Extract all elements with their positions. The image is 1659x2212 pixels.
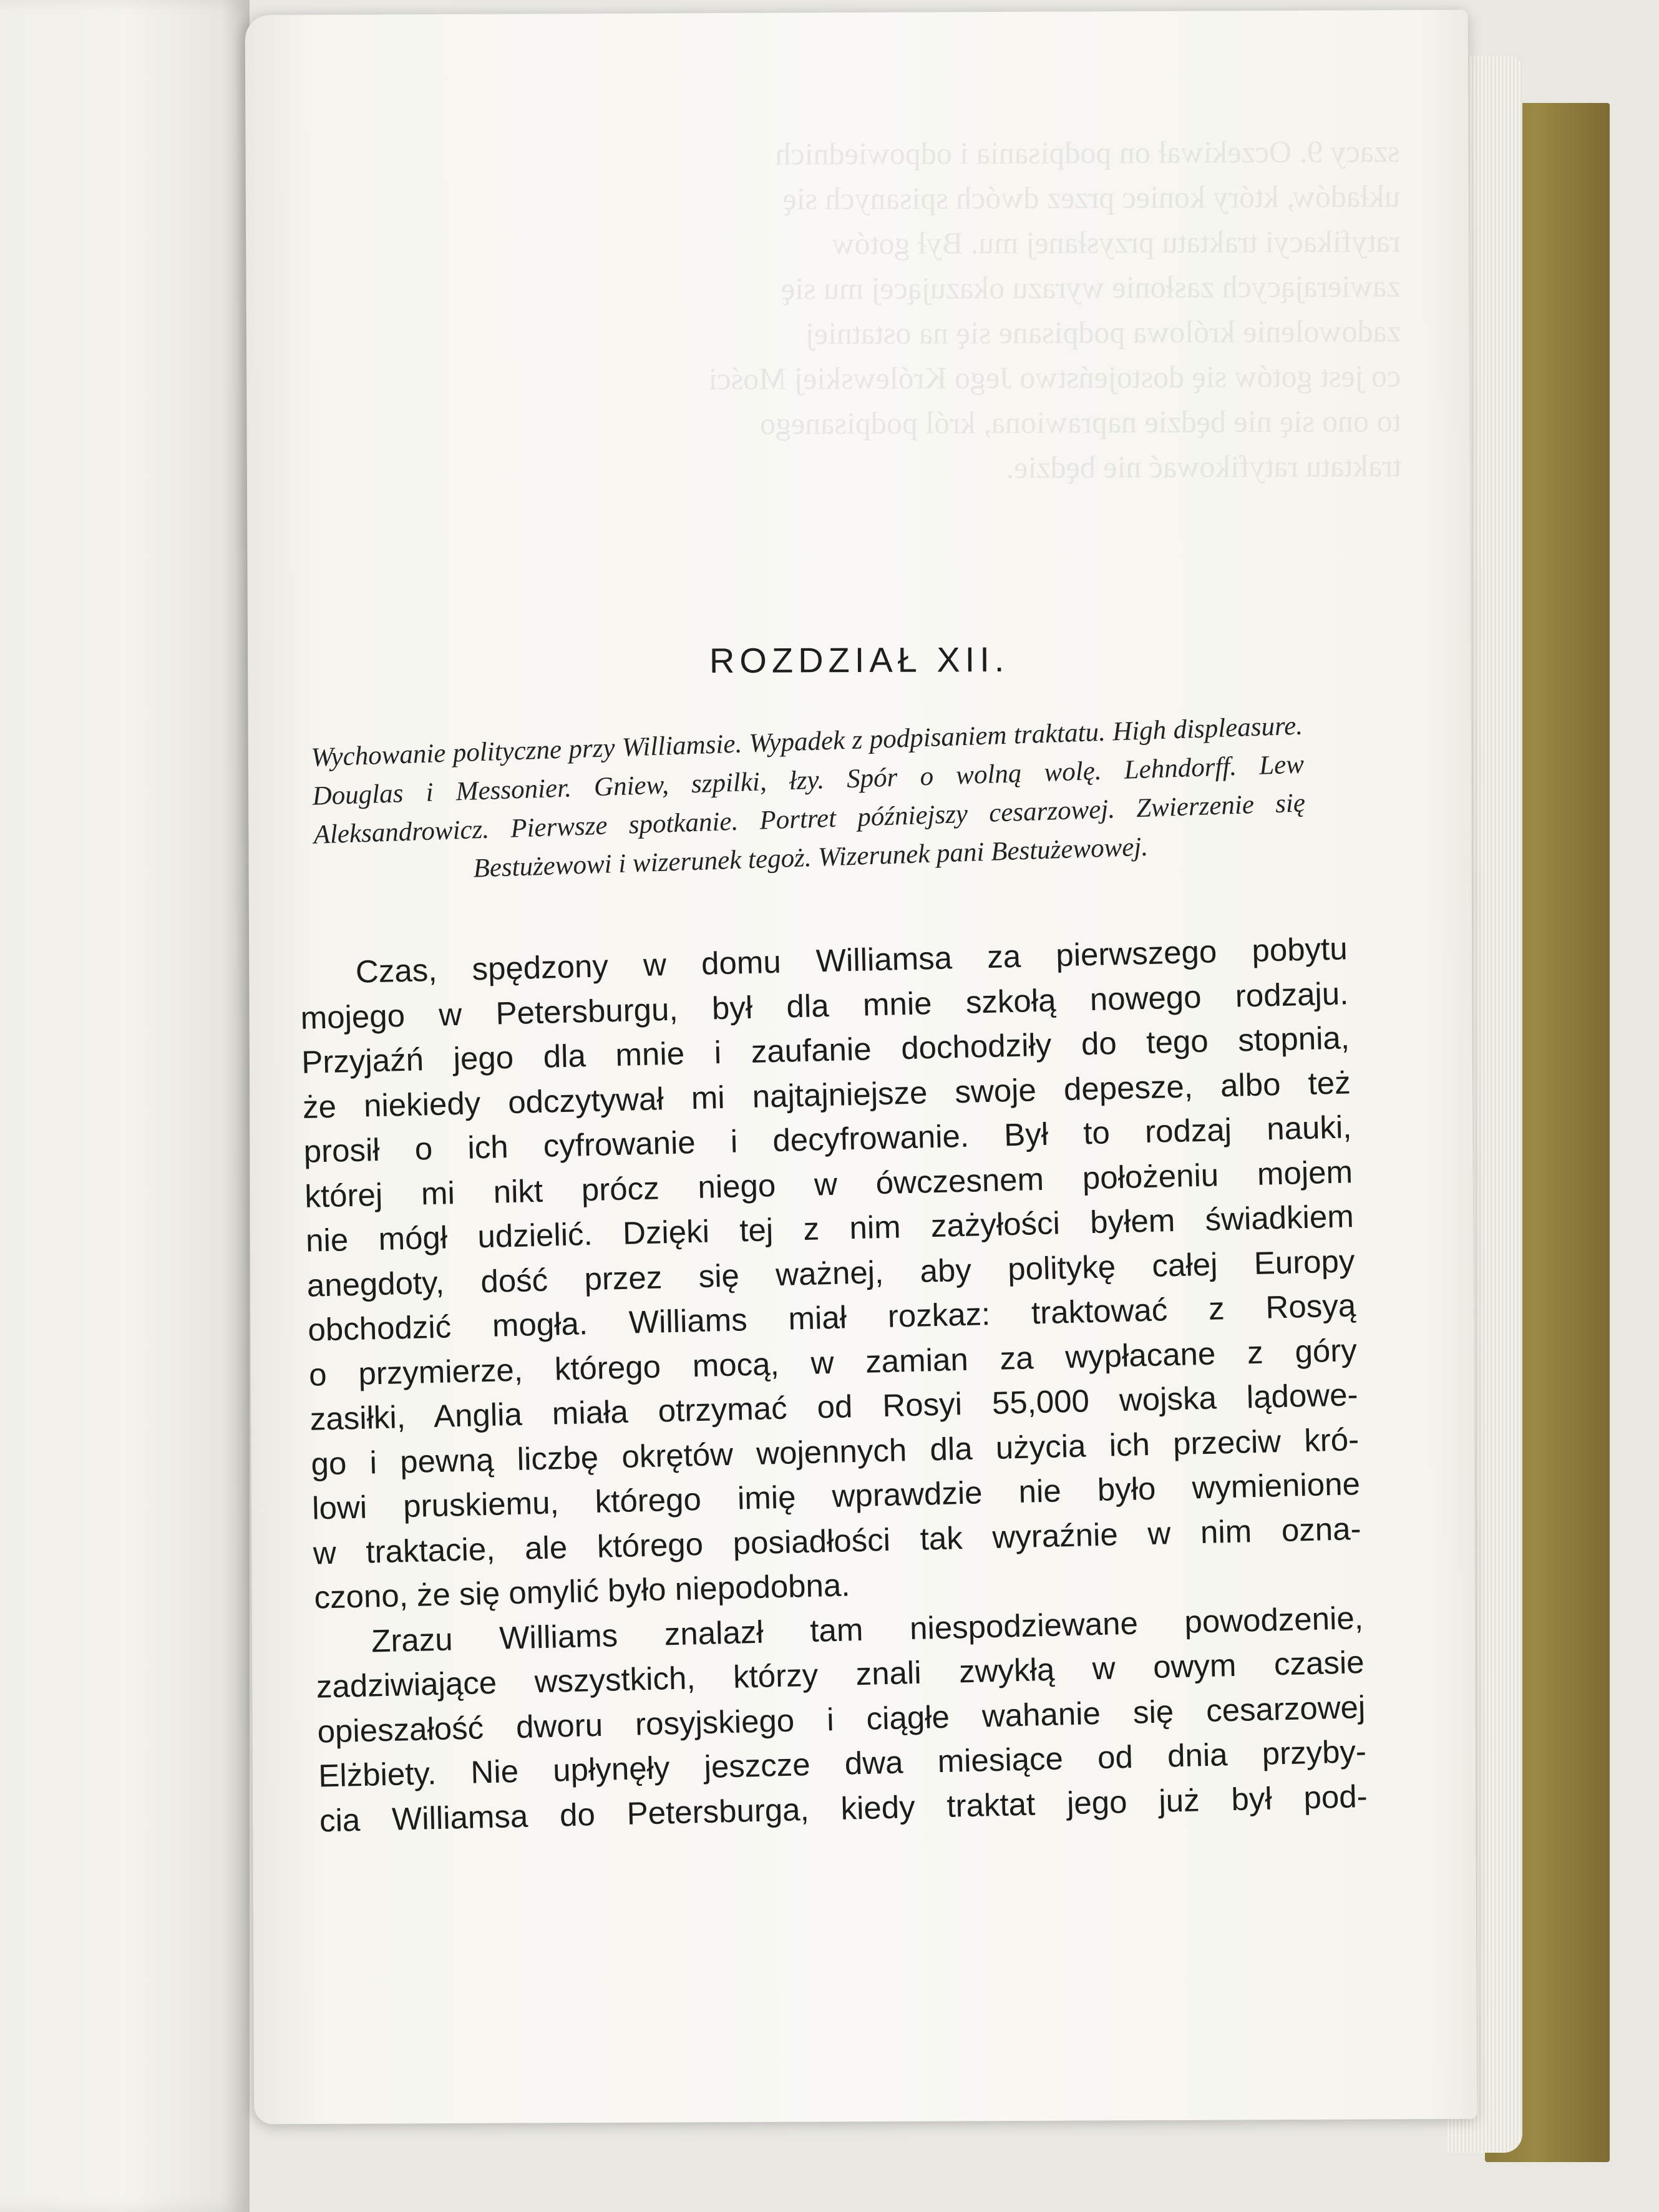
text-line: zasiłki, Anglia miała otrzymać od Rosyi 55,000 wojska lądowe- <box>309 1376 1359 1437</box>
ghost-line: traktatu ratyfikować nie będzie. <box>1006 448 1401 485</box>
ghost-line: układów, który koniec przez dwóch spisanych się <box>782 178 1401 217</box>
book-page <box>245 10 1477 2125</box>
text-line: Czas, spędzony w domu Williamsa za pierwszego pobytu <box>355 930 1348 990</box>
chapter-summary: Wychowanie polityczne przy Williamsie. Wypadek z podpisaniem traktatu. High displeasure. Douglas i Messonier. Gniew, szpilki, łzy. Spór o wolną wolę. Lehndorff. Lew Aleksandrowicz. Pierwsze spotkanie. Portret późniejszy cesarzowej. Zwierzenie się Bestużewowi i wizerunek tegoż. Wizerunek pani Bestużewowej. <box>310 711 1306 884</box>
chapter-title: ROZDZIAŁ XII. <box>709 639 1010 681</box>
ghost-line: co jest gotów się dostojeństwo Jego Królewskiej Mości <box>708 358 1401 397</box>
ghost-line: zadowolenie królowa podpisane się na ostatniej <box>805 313 1401 351</box>
text-line: Przyjaźń jego dla mnie i zaufanie dochodziły do tego stopnia, <box>301 1020 1350 1080</box>
text-line: cia Williamsa do Petersburga, kiedy traktat jego już był pod- <box>319 1778 1368 1839</box>
text-line: że niekiedy odczytywał mi najtajniejsze swoje depesze, albo też <box>302 1064 1351 1125</box>
text-line: mojego w Petersburgu, był dla mnie szkołą nowego rodzaju. <box>300 975 1349 1036</box>
text-line: opieszałość dworu rosyjskiego i ciągłe wahanie się cesarzowej <box>316 1688 1366 1750</box>
text-line: czono, że się omylić było niepodobna. <box>313 1567 851 1615</box>
ghost-line: to ono się nie będzie naprawiona, król podpisanego <box>759 403 1401 441</box>
bleed-through-text <box>314 129 1401 493</box>
left-page <box>0 0 250 2212</box>
text-line: nie mógł udzielić. Dzięki tej z nim zażyłości byłem świadkiem <box>305 1198 1355 1259</box>
ghost-line: ratyfikacyi traktatu przysłanej mu. Był gotów <box>832 223 1401 261</box>
text-line: prosił o ich cyfrowanie i decyfrowanie. Był to rodzaj nauki, <box>303 1109 1352 1169</box>
text-line: w traktacie, ale którego posiadłości tak wyraźnie w nim ozna- <box>313 1510 1362 1571</box>
text-line: której mi nikt prócz niego w ówczesnem położeniu mojem <box>304 1153 1353 1214</box>
text-line: Zrazu Williams znalazł tam niespodziewane powodzenie, <box>371 1599 1364 1659</box>
text-line: o przymierze, którego mocą, w zamian za wypłacane z góry <box>308 1332 1358 1393</box>
text-line: Elżbiety. Nie upłynęły jeszcze dwa miesiące od dnia przyby- <box>318 1733 1367 1794</box>
body-text <box>299 926 1368 1843</box>
ghost-line: szacy 9. Oczekiwał on podpisania i odpowiednich <box>775 134 1400 172</box>
text-line: zadziwiające wszystkich, którzy znali zwykłą w owym czasie <box>316 1644 1365 1705</box>
text-line: lowi pruskiemu, którego imię wprawdzie nie było wymienione <box>311 1466 1361 1526</box>
text-line: anegdoty, dość przez się ważnej, aby politykę całej Europy <box>306 1242 1356 1303</box>
text-line: obchodzić mogła. Williams miał rozkaz: traktować z Rosyą <box>307 1287 1356 1348</box>
ghost-line: zawierających zasłonie wyrazu okazującej mu się <box>781 268 1401 306</box>
text-line: go i pewną liczbę okrętów wojennych dla użycia ich przeciw kró- <box>310 1421 1360 1482</box>
